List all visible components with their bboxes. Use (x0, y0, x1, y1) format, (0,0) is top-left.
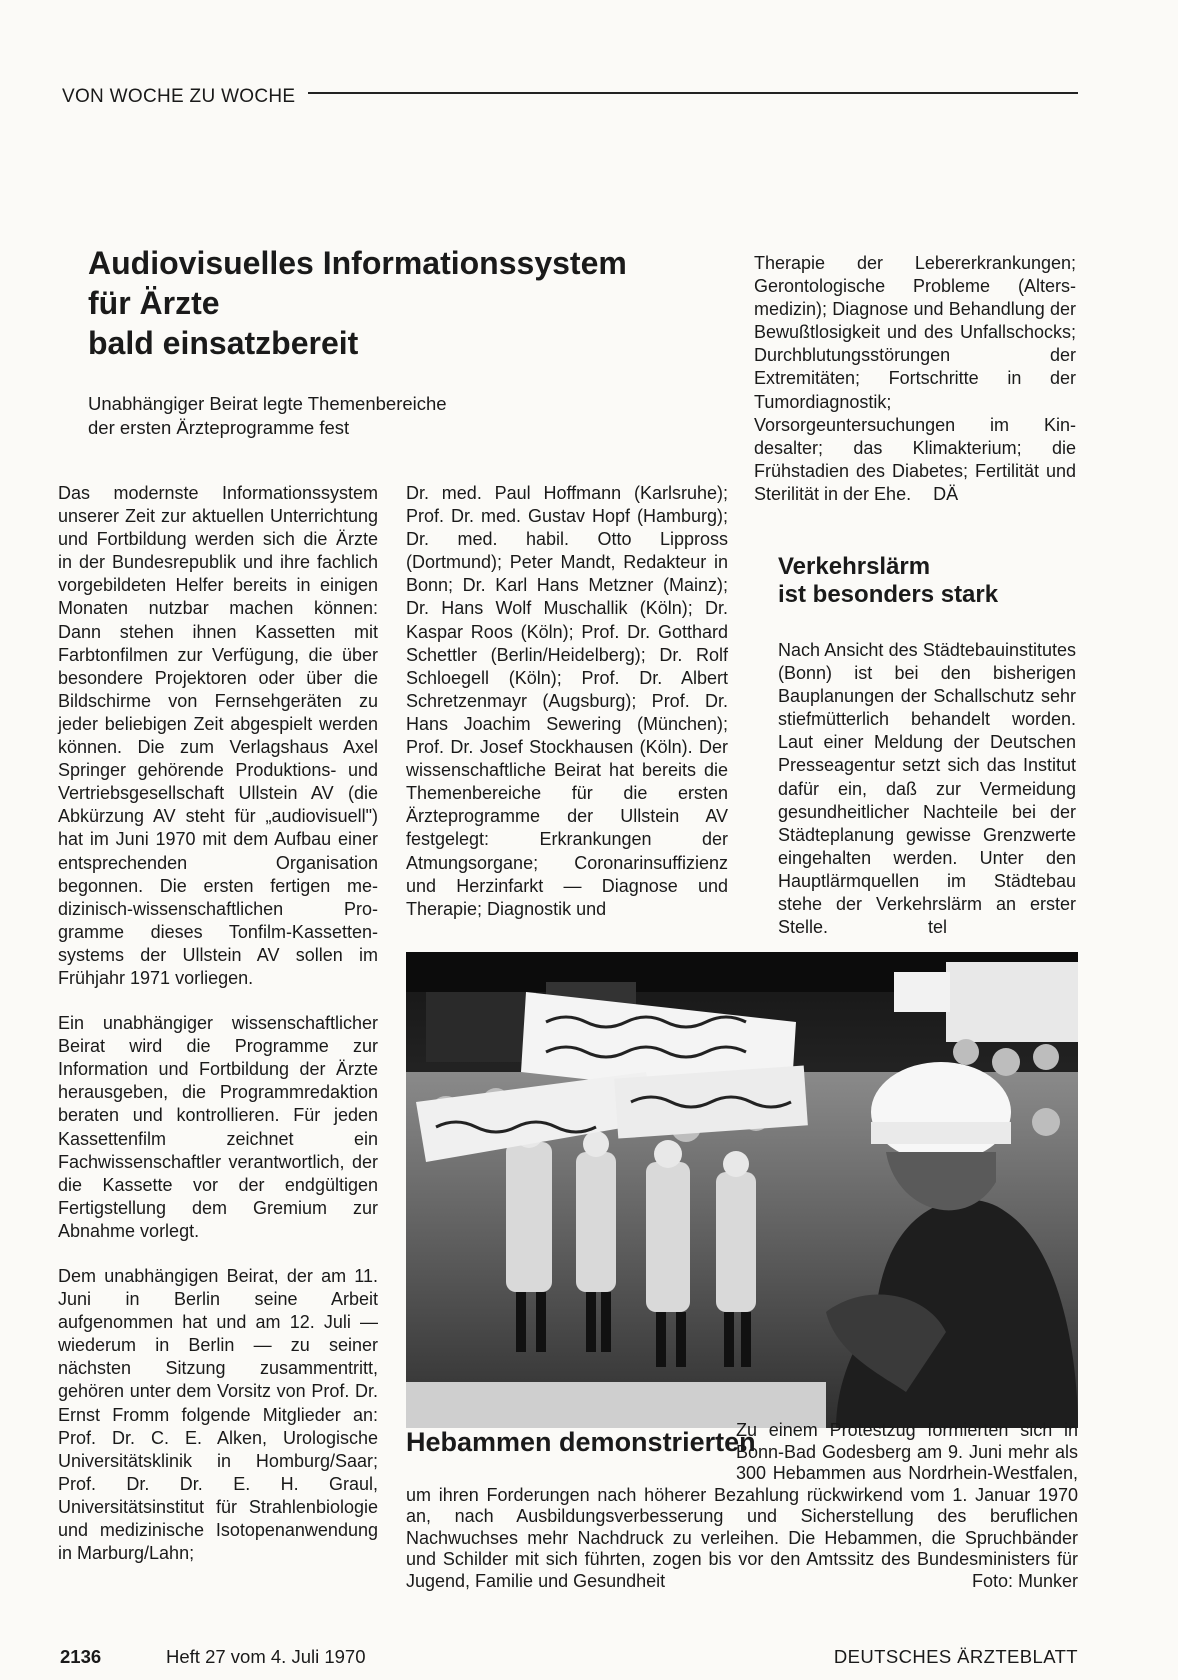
issue-info: Heft 27 vom 4. Juli 1970 (166, 1646, 366, 1667)
paragraph-text: Therapie der Lebererkrankungen; Gerontologische Probleme (Altersmedizin); Diagnose und Behandlung der Bewußtlosigkeit und des Unfallschocks; Durchblutungsstörungen der Extremitäten; Fortschritte in der Tumordiagnostik; Vorsorgeuntersuchungen im Kindesalter; das Klimakterium; die Frühstadien des Diabetes; Fertilität und Sterilität in der Ehe. (754, 253, 1076, 504)
photo-credit: Foto: Munker (971, 1570, 1078, 1591)
paragraph: Das modernste Informationssystem unserer Zeit zur aktuellen Unterrichtung und Fortbildung werden sich die Ärzte in der Bundesrepublik und ihre fachlich vorgebildeten Helfer bereits in einigen Monaten nutzbar machen können: Dann stehen ihnen Kassetten mit Farbtonfilmen zur Verfügung, die über besondere Projektoren oder über die Bildschirme von Fernsehgeräten zu jeder beliebigen Zeit abgespielt werden können. Die zum Verlagshaus Axel Springer gehörende Produktions- und Vertriebsgesellschaft Ullstein AV (die Abkürzung AV steht für „audiovisuell") hat im Juni 1970 mit dem Aufbau einer entsprechenden Organisation begonnen. Die ersten fertigen medizinisch-wissenschaftlichen Programme dieses Tonfilm-Kassettensystems der Ullstein AV sollen im Frühjahr 1971 vorliegen. (58, 483, 378, 988)
author-signature: tel (928, 917, 948, 938)
article-column-1 (58, 482, 378, 1565)
article-column-3 (754, 252, 1076, 506)
article-subheadline (88, 392, 488, 440)
subheadline-line: der ersten Ärzteprogramme fest (88, 417, 350, 438)
paragraph-text: Nach Ansicht des Städtebauinstitutes (Bonn) ist bei den bisherigen Bauplanungen der Schallschutz sehr stiefmütterlich behandelt worden. Laut einer Meldung der Deutschen Presseagentur setzt sich das Institut dafür ein, daß zur Vermeidung gesundheitlicher Nachteile bei der Städteplanung gewisse Grenzwerte eingehalten werden. Unter den Hauptlärmquellen im Städtebau stehe der Verkehrslärm an erster Stelle. (778, 640, 1076, 938)
paragraph: Ein unabhängiger wissenschaftlicher Beirat wird die Programme zur Information und Fortbildung der Ärzte herausgeben, die Programmredaktion beraten und kontrollieren. Für jeden Kassettenfilm zeichnet ein Fachwissenschaftler verantwortlich, der die Kassette vor der endgültigen Fertigstellung dem Gremium zur Abnahme vorlegt. (58, 1013, 378, 1241)
article-column-2 (406, 482, 728, 921)
page-number: 2136 (60, 1646, 102, 1667)
journal-name: DEUTSCHES ÄRZTEBLATT (833, 1646, 1078, 1667)
photo-title: Hebammen demonstrierten (406, 1427, 756, 1457)
headline-line: ist besonders stark (778, 581, 999, 608)
photo-illustration (406, 952, 1078, 1428)
section-label: VON WOCHE ZU WOCHE (62, 86, 296, 107)
author-signature: DÄ (933, 483, 959, 504)
paragraph: Dr. med. Paul Hoffmann (Karlsruhe); Prof. Dr. med. Gustav Hopf (Hamburg); Dr. med. habil. Otto Lippross (Dortmund); Peter Mandt, Redakteur in Bonn; Dr. Karl Hans Metzner (Mainz); Dr. Hans Wolf Muschallik (Köln); Dr. Kaspar Roos (Köln); Prof. Dr. Gotthard Schettler (Berlin/Heidelberg); Dr. Rolf Schloegell (Köln); Prof. Dr. Albert Schretzenmayr (Augsburg); Prof. Dr. Hans Joachim Sewering (München); Prof. Dr. Josef Stockhausen (Köln). Der wissenschaftliche Beirat hat bereits die Themenbereiche für die ersten Ärzteprogramme der Ullstein AV festgelegt: Erkrankungen der Atmungsorgane; Coronarinsuffizienz und Herzinfarkt — Diagnose und Therapie; Diagnostik und (406, 483, 728, 919)
paragraph: Dem unabhängigen Beirat, der am 11. Juni in Berlin seine Arbeit aufgenommen hat und am 12. Juli — wiederum in Berlin — zu seiner nächsten Sitzung zusammentritt, gehören unter dem Vorsitz von Prof. Dr. Ernst Fromm folgende Mitglieder an: Prof. Dr. C. E. Alken, Urologische Universitätsklinik in Homburg/Saar; Prof. Dr. Dr. E. H. Graul, Universitätsinstitut für Strahlenbiologie und medizinische Isotopenanwendung in Marburg/Lahn; (58, 1266, 378, 1564)
headline-line: Verkehrslärm (778, 553, 931, 580)
headline-line: Audiovisuelles Informationssystem (88, 245, 627, 281)
photo-caption (406, 1420, 1078, 1592)
subheadline-line: Unabhängiger Beirat legte Themenbereiche (88, 393, 447, 414)
paragraph (778, 639, 1076, 939)
news-headline (778, 553, 1078, 609)
headline-line: bald einsatzbereit (88, 325, 359, 361)
article-headline (88, 243, 708, 363)
paragraph (754, 252, 1076, 506)
header-rule (308, 92, 1078, 94)
caption-text: Zu einem Protestzug formierten sich in Bonn-Bad Godesberg am 9. Juni mehr als 300 Hebammen aus Nordrhein-Westfalen, um ihren Forderungen nach höherer Bezahlung rückwirkend vom 1. Januar 1970 an, nach Ausbildungsverbesserung und Sicherstellung des beruflichen Nachwuchses mehr Nachdruck zu verleihen. Die Hebammen, die Spruchbänder und Schilder mit sich führten, zogen bis vor den Amtssitz des Bundesministers für Jugend, Familie und Gesundheit (406, 1420, 1078, 1591)
demonstration-photo (406, 952, 1078, 1428)
news-column (778, 639, 1076, 939)
headline-line: für Ärzte (88, 285, 220, 321)
